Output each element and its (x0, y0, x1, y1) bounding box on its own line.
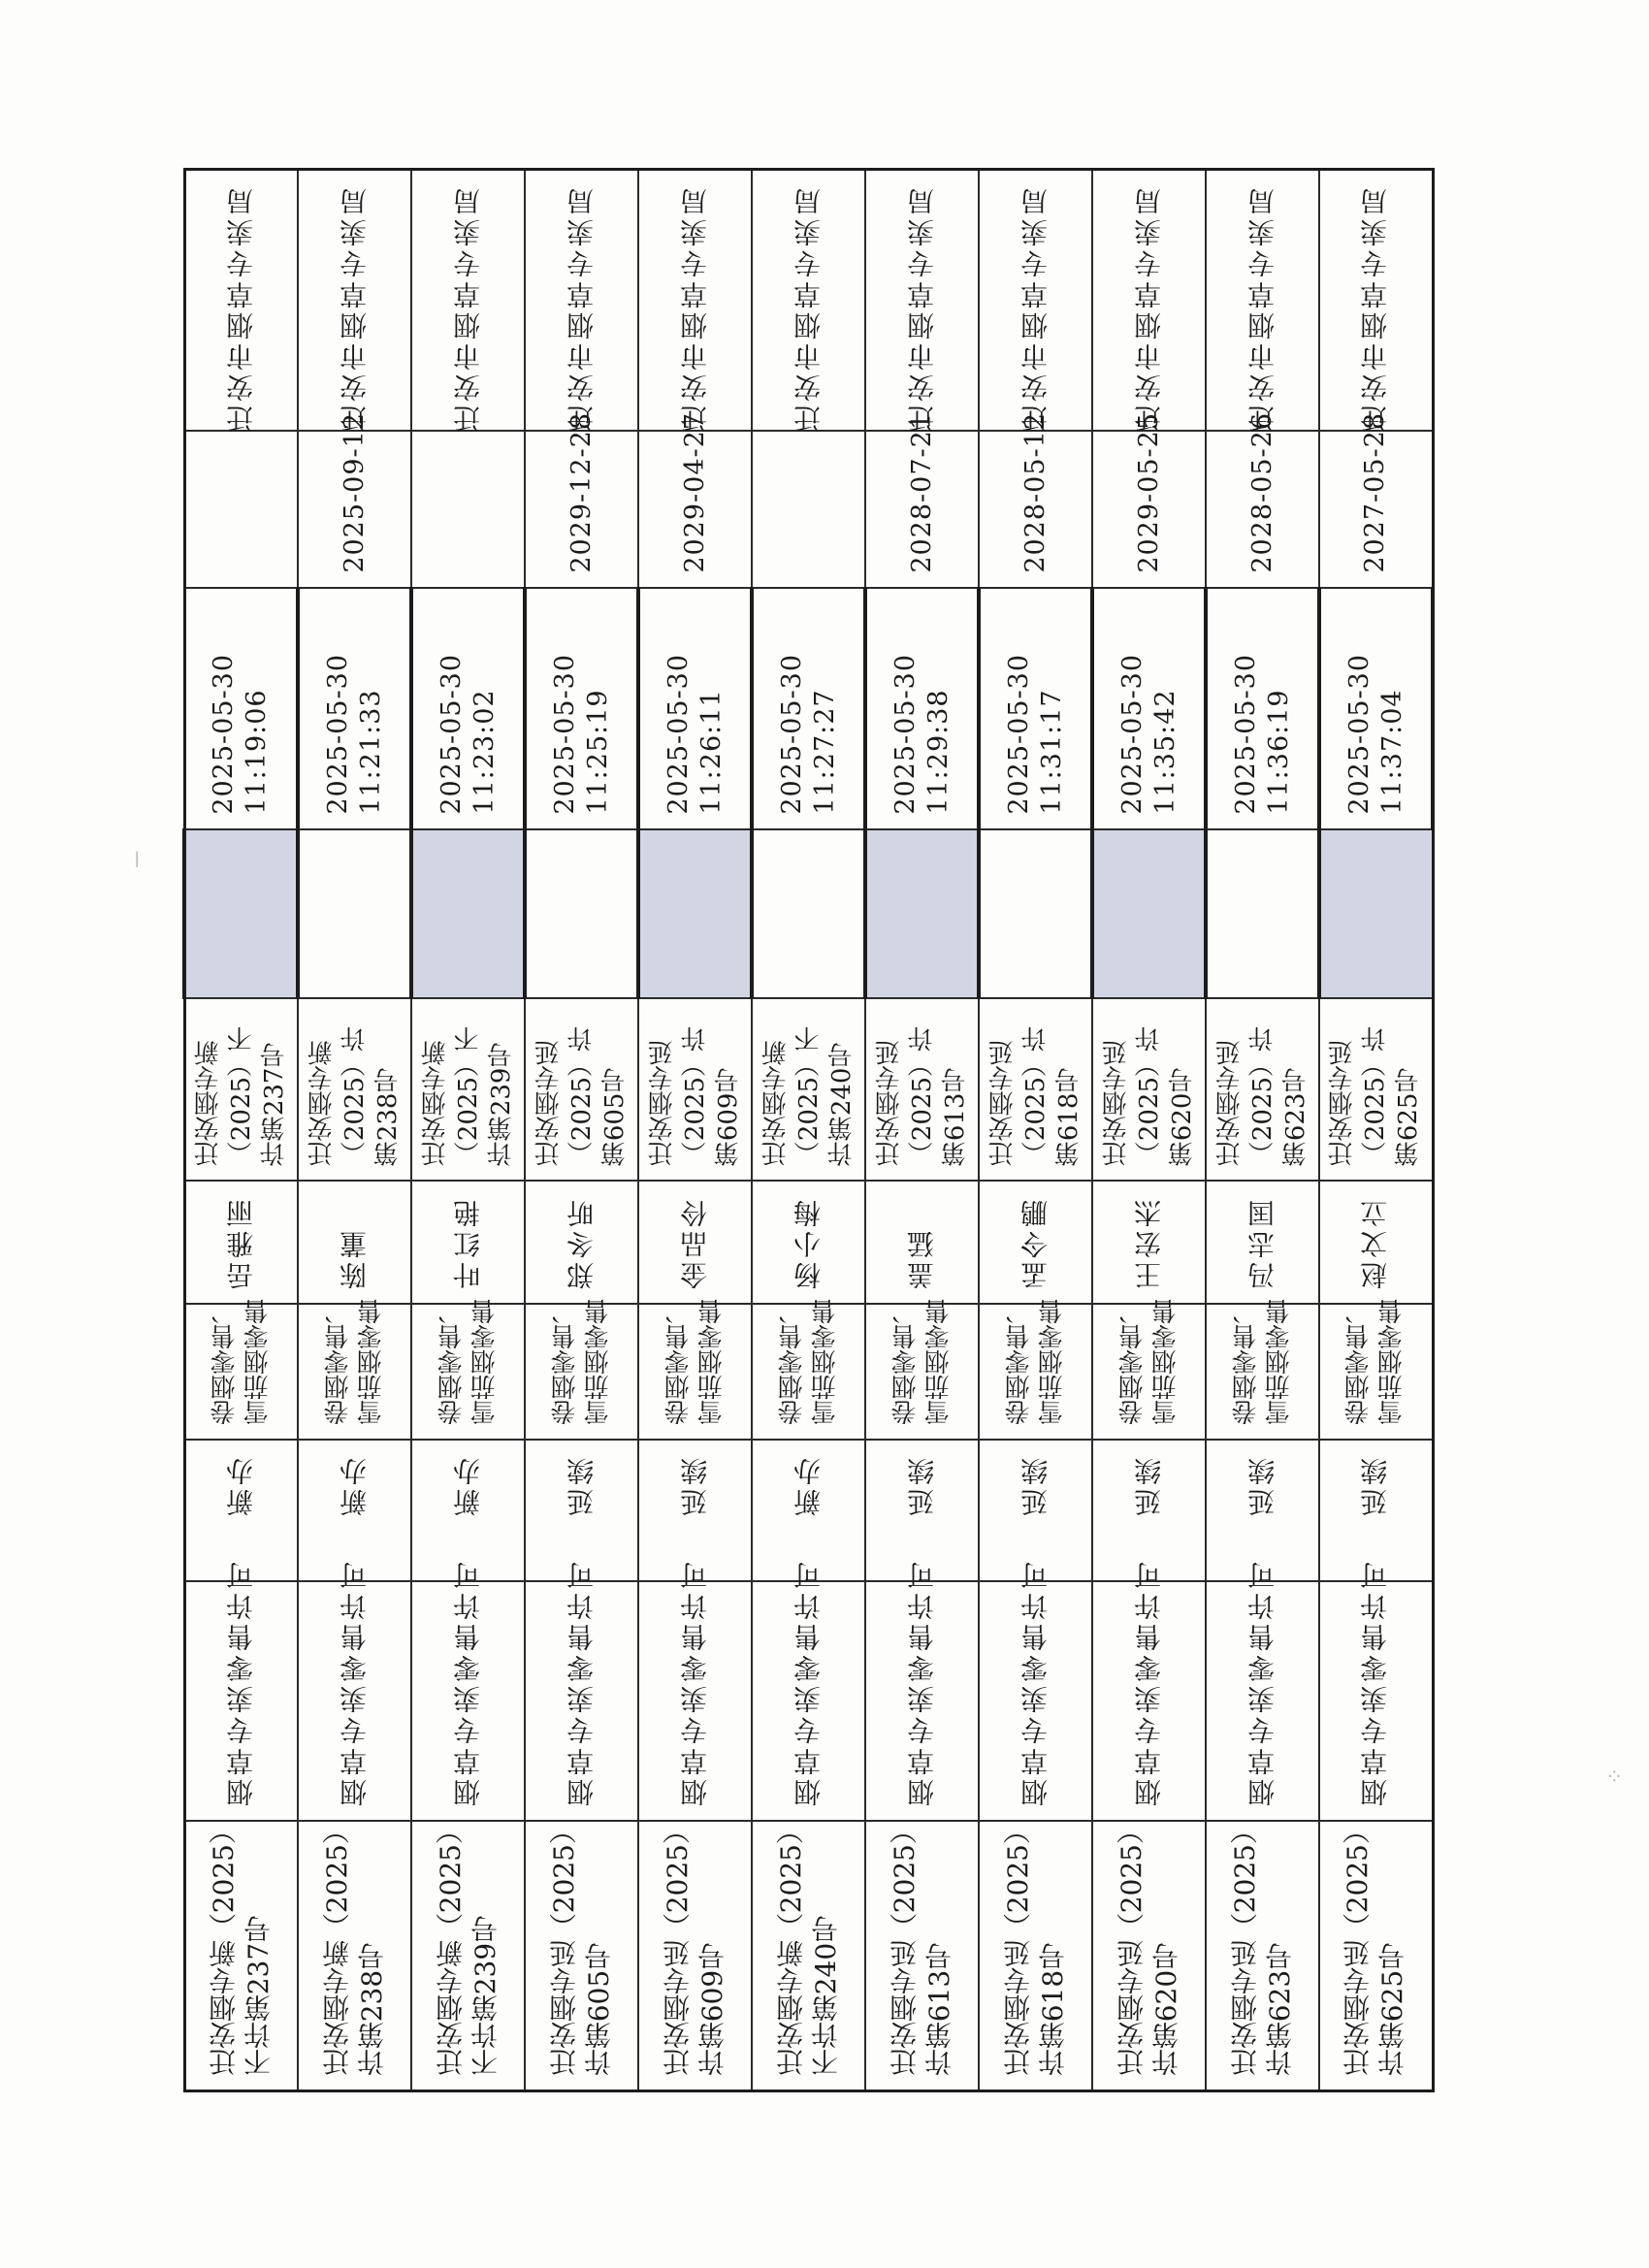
cell-content (1093, 999, 1205, 1180)
shaded-blank-cell (865, 829, 979, 998)
cell-content (753, 171, 864, 433)
cell-authority (525, 170, 638, 432)
cell-content (1207, 412, 1318, 587)
decision-time-text: 2025-05-30 11:37:04 (1343, 654, 1407, 815)
cell-permit-type (979, 1558, 1092, 1821)
cell-content (186, 999, 298, 1180)
cell-valid-until (638, 412, 752, 588)
cell-valid-until (979, 412, 1092, 588)
cell-content (639, 1182, 751, 1303)
decision-time-text: 2025-05-30 11:36:19 (1230, 654, 1294, 815)
handle-type-text: 延续 (905, 1454, 938, 1516)
cell-permit-type (638, 1558, 752, 1821)
license-no-text: 迁安烟专延（2025） 许第613号 (888, 1816, 955, 2076)
cell-content (866, 999, 978, 1180)
field-band-permit-type (184, 1581, 1433, 1821)
cell-decision-time (979, 588, 1092, 829)
business-scope-text: 卷烟零售、 雪茄烟零售 (323, 1299, 386, 1425)
doc-no-text: 迁安烟专新 （2025）许 第238号 (307, 1025, 403, 1166)
cell-authority (1206, 170, 1319, 432)
permit-type-text: 烟草专卖零售许可 (792, 1558, 824, 1806)
cell-content (526, 1816, 637, 2090)
license-no-text: 迁安烟专新（2025） 不许第239号 (434, 1816, 501, 2076)
authority-text: 迁安市烟草专卖局 (1245, 184, 1278, 433)
cell-content (412, 432, 524, 587)
cell-content (1208, 589, 1317, 828)
doc-no-text: 迁安烟专延 （2025）许 第618号 (987, 1025, 1083, 1166)
cell-content (526, 1182, 637, 1303)
field-band-authority (184, 170, 1433, 432)
cell-content (412, 1816, 524, 2090)
permit-type-text: 烟草专卖零售许可 (224, 1558, 257, 1806)
cell-content (1320, 999, 1432, 1180)
authority-text: 迁安市烟草专卖局 (338, 184, 371, 433)
cell-content (299, 412, 410, 587)
holder-text: 盖猛 (905, 1227, 938, 1289)
license-table (182, 168, 1435, 2092)
field-band-doc-no (184, 998, 1433, 1181)
cell-holder (752, 1181, 865, 1304)
scan-speck: ⁘ (1605, 1766, 1624, 1790)
cell-decision-time (1092, 588, 1206, 829)
cell-doc-no (1092, 998, 1206, 1181)
authority-text: 迁安市烟草专卖局 (1132, 184, 1165, 433)
cell-decision-time (1206, 588, 1319, 829)
cell-content (1093, 1182, 1205, 1303)
cell-valid-until (865, 412, 979, 588)
authority-text: 迁安市烟草专卖局 (1359, 184, 1392, 433)
cell-content (753, 1299, 864, 1439)
handle-type-text: 延续 (1359, 1454, 1392, 1516)
holder-text: 孟令鹏 (1018, 1196, 1051, 1289)
cell-holder (1092, 1181, 1206, 1304)
cell-content (866, 1558, 978, 1820)
decision-time-text: 2025-05-30 11:35:42 (1116, 654, 1180, 815)
cell-content (526, 1558, 637, 1820)
cell-content (866, 1816, 978, 2090)
scan-speck: ǀ (134, 849, 141, 873)
license-no-text: 迁安烟专延（2025） 许第605号 (547, 1816, 615, 2076)
cell-content (186, 1299, 298, 1439)
field-band-license-no (184, 1821, 1433, 2091)
cell-license-no (525, 1816, 638, 2091)
cell-content (527, 589, 636, 828)
cell-license-no (184, 1816, 298, 2091)
cell-content (754, 589, 863, 828)
cell-content (526, 171, 637, 433)
cell-doc-no (638, 998, 752, 1181)
cell-license-no (979, 1816, 1092, 2091)
cell-content (300, 589, 409, 828)
permit-type-text: 烟草专卖零售许可 (338, 1558, 371, 1806)
blank-cell (1206, 829, 1319, 998)
handle-type-text: 新办 (792, 1454, 824, 1516)
cell-decision-time (525, 588, 638, 829)
doc-no-text: 迁安烟专延 （2025）许 第620号 (1101, 1025, 1197, 1166)
cell-content (526, 999, 637, 1180)
blank-cell (298, 829, 411, 998)
valid-until-text: 2029-04-27 (679, 412, 710, 573)
cell-business-scope (638, 1299, 752, 1440)
permit-type-text: 烟草专卖零售许可 (1132, 1558, 1165, 1806)
cell-content (412, 1299, 524, 1439)
cell-doc-no (752, 998, 865, 1181)
cell-authority (1319, 170, 1433, 432)
holder-text: 郑冬昕 (565, 1196, 598, 1289)
cell-valid-until (752, 431, 865, 588)
license-no-text: 迁安烟专延（2025） 许第618号 (1001, 1816, 1069, 2076)
decision-time-text: 2025-05-30 11:25:19 (549, 654, 613, 815)
cell-content (1320, 1816, 1432, 2090)
cell-content (1320, 412, 1432, 587)
cell-content (1320, 1299, 1432, 1439)
cell-permit-type (1092, 1558, 1206, 1821)
cell-content (1093, 412, 1205, 587)
cell-content (412, 1182, 524, 1303)
cell-license-no (1092, 1816, 1206, 2091)
business-scope-text: 卷烟零售、 雪茄烟零售 (210, 1299, 273, 1425)
cell-authority (752, 170, 865, 432)
cell-content (1320, 171, 1432, 433)
business-scope-text: 卷烟零售、 雪茄烟零售 (436, 1299, 500, 1425)
cell-content (980, 171, 1091, 433)
shaded-blank-cell (411, 829, 525, 998)
holder-text: 陈董 (338, 1227, 371, 1289)
cell-content (981, 589, 1090, 828)
license-no-text: 迁安烟专延（2025） 许第609号 (661, 1816, 728, 2076)
cell-content (753, 1558, 864, 1820)
business-scope-text: 卷烟零售、 雪茄烟零售 (1117, 1299, 1180, 1425)
doc-no-text: 迁安烟专新 （2025）不 许第237号 (193, 1025, 289, 1166)
cell-license-no (1319, 1816, 1433, 2091)
decision-time-text: 2025-05-30 11:31:17 (1003, 654, 1067, 815)
cell-permit-type (865, 1558, 979, 1821)
cell-content (186, 1816, 298, 2090)
cell-holder (1319, 1181, 1433, 1304)
permit-type-text: 烟草专卖零售许可 (1359, 1558, 1392, 1806)
cell-permit-type (1206, 1558, 1319, 1821)
license-no-text: 迁安烟专新（2025） 不许第237号 (207, 1816, 275, 2076)
cell-content (753, 999, 864, 1180)
cell-authority (638, 170, 752, 432)
handle-type-text: 延续 (1018, 1454, 1051, 1516)
doc-no-text: 迁安烟专新 （2025）不 许第239号 (420, 1025, 516, 1166)
cell-content (1207, 1816, 1318, 2090)
cell-content (186, 1558, 298, 1820)
cell-business-scope (411, 1299, 525, 1440)
cell-permit-type (525, 1558, 638, 1821)
table-body (184, 170, 1433, 2091)
cell-content (412, 171, 524, 433)
cell-content (1093, 171, 1205, 433)
permit-type-text: 烟草专卖零售许可 (1245, 1558, 1278, 1806)
cell-doc-no (411, 998, 525, 1181)
cell-content (639, 1816, 751, 2090)
cell-holder (298, 1181, 411, 1304)
cell-valid-until (1319, 412, 1433, 588)
license-no-text: 迁安烟专延（2025） 许第625号 (1342, 1816, 1409, 2076)
cell-doc-no (525, 998, 638, 1181)
valid-until-text: 2028-05-12 (1019, 412, 1051, 573)
cell-content (639, 999, 751, 1180)
cell-content (980, 999, 1091, 1180)
doc-no-text: 迁安烟专新 （2025）不 许第240号 (760, 1025, 857, 1166)
blank-cell (979, 829, 1092, 998)
cell-doc-no (298, 998, 411, 1181)
authority-text: 迁安市烟草专卖局 (451, 184, 484, 433)
handle-type-text: 延续 (1245, 1454, 1278, 1516)
cell-decision-time (298, 588, 411, 829)
cell-content (299, 171, 410, 433)
authority-text: 迁安市烟草专卖局 (1018, 184, 1051, 433)
cell-valid-until (1092, 412, 1206, 588)
cell-valid-until (1206, 412, 1319, 588)
business-scope-text: 卷烟零售、 雪茄烟零售 (1231, 1299, 1294, 1425)
holder-text: 赵文立 (1359, 1196, 1392, 1289)
holder-text: 杨小梅 (792, 1196, 824, 1289)
cell-license-no (638, 1816, 752, 2091)
cell-content (866, 1182, 978, 1303)
cell-content (980, 1816, 1091, 2090)
shaded-blank-cell (1092, 829, 1206, 998)
cell-holder (979, 1181, 1092, 1304)
cell-content (299, 1816, 410, 2090)
cell-content (526, 412, 637, 587)
business-scope-text: 卷烟零售、 雪茄烟零售 (777, 1299, 840, 1425)
doc-no-text: 迁安烟专延 （2025）许 第605号 (534, 1025, 630, 1166)
cell-content (412, 999, 524, 1180)
holder-text: 王宏杰 (1132, 1196, 1165, 1289)
blank-cell (525, 829, 638, 998)
cell-license-no (411, 1816, 525, 2091)
cell-content (186, 1182, 298, 1303)
cell-content (1207, 1558, 1318, 1820)
handle-type-text: 新办 (224, 1454, 257, 1516)
cell-permit-type (298, 1558, 411, 1821)
cell-content (639, 1558, 751, 1820)
valid-until-text: 2029-12-28 (566, 412, 597, 573)
cell-content (866, 412, 978, 587)
cell-content (639, 1299, 751, 1439)
license-no-text: 迁安烟专新（2025） 许第238号 (320, 1816, 388, 2076)
cell-content (526, 1299, 637, 1439)
valid-until-text: 2028-05-26 (1246, 412, 1277, 573)
license-no-text: 迁安烟专延（2025） 许第623号 (1228, 1816, 1296, 2076)
cell-authority (1092, 170, 1206, 432)
cell-license-no (752, 1816, 865, 2091)
holder-text: 叶红艳 (451, 1196, 484, 1289)
cell-content (639, 171, 751, 433)
authority-text: 迁安市烟草专卖局 (224, 184, 257, 433)
permit-type-text: 烟草专卖零售许可 (905, 1558, 938, 1806)
cell-content (412, 1558, 524, 1820)
cell-content (299, 1558, 410, 1820)
decision-time-text: 2025-05-30 11:21:33 (322, 654, 386, 815)
decision-time-text: 2025-05-30 11:27:27 (776, 654, 840, 815)
authority-text: 迁安市烟草专卖局 (905, 184, 938, 433)
shaded-blank-cell (1319, 829, 1433, 998)
cell-content (1320, 1558, 1432, 1820)
cell-decision-time (865, 588, 979, 829)
valid-until-text: 2029-05-25 (1133, 412, 1164, 573)
holder-text: 金品伶 (678, 1196, 711, 1289)
cell-content (299, 1299, 410, 1439)
cell-content (980, 1299, 1091, 1439)
cell-decision-time (638, 588, 752, 829)
license-no-text: 迁安烟专延（2025） 许第620号 (1115, 1816, 1182, 2076)
cell-holder (184, 1181, 298, 1304)
cell-holder (865, 1181, 979, 1304)
cell-business-scope (1319, 1299, 1433, 1440)
cell-holder (411, 1181, 525, 1304)
authority-text: 迁安市烟草专卖局 (565, 184, 598, 433)
cell-business-scope (1206, 1299, 1319, 1440)
decision-time-text: 2025-05-30 11:23:02 (436, 654, 500, 815)
cell-license-no (865, 1816, 979, 2091)
cell-business-scope (1092, 1299, 1206, 1440)
decision-time-text: 2025-05-30 11:26:11 (663, 654, 727, 815)
doc-no-text: 迁安烟专延 （2025）许 第625号 (1328, 1025, 1424, 1166)
valid-until-text: 2025-09-12 (339, 412, 370, 573)
cell-content (1207, 171, 1318, 433)
cell-content (980, 1182, 1091, 1303)
business-scope-text: 卷烟零售、 雪茄烟零售 (1344, 1299, 1407, 1425)
business-scope-text: 卷烟零售、 雪茄烟零售 (1004, 1299, 1067, 1425)
holder-text: 岳雅丽 (224, 1196, 257, 1289)
cell-license-no (298, 1816, 411, 2091)
cell-business-scope (525, 1299, 638, 1440)
authority-text: 迁安市烟草专卖局 (792, 184, 824, 433)
handle-type-text: 延续 (678, 1454, 711, 1516)
cell-authority (298, 170, 411, 432)
cell-decision-time (752, 588, 865, 829)
cell-content (1207, 1182, 1318, 1303)
cell-content (753, 1816, 864, 2090)
cell-permit-type (184, 1558, 298, 1821)
cell-decision-time (1319, 588, 1433, 829)
shaded-blank-cell (638, 829, 752, 998)
cell-content (866, 171, 978, 433)
handle-type-text: 延续 (1132, 1454, 1165, 1516)
cell-permit-type (752, 1558, 865, 1821)
cell-valid-until (298, 412, 411, 588)
business-scope-text: 卷烟零售、 雪茄烟零售 (663, 1299, 727, 1425)
handle-type-text: 延续 (565, 1454, 598, 1516)
cell-content (980, 1558, 1091, 1820)
doc-no-text: 迁安烟专延 （2025）许 第609号 (647, 1025, 743, 1166)
cell-content (640, 589, 750, 828)
cell-doc-no (979, 998, 1092, 1181)
handle-type-text: 新办 (451, 1454, 484, 1516)
cell-doc-no (184, 998, 298, 1181)
cell-content (1093, 1558, 1205, 1820)
business-scope-text: 卷烟零售、 雪茄烟零售 (550, 1299, 613, 1425)
cell-business-scope (298, 1299, 411, 1440)
license-no-text: 迁安烟专新（2025） 不许第240号 (774, 1816, 842, 2076)
cell-content (753, 432, 864, 587)
cell-valid-until (184, 431, 298, 588)
field-band-holder (184, 1181, 1433, 1304)
cell-decision-time (411, 588, 525, 829)
cell-content (186, 589, 297, 828)
cell-content (1093, 1816, 1205, 2090)
shaded-blank-cell (184, 829, 298, 998)
cell-authority (865, 170, 979, 432)
cell-permit-type (1319, 1558, 1433, 1821)
doc-no-text: 迁安烟专延 （2025）许 第623号 (1214, 1025, 1310, 1166)
cell-content (299, 999, 410, 1180)
business-scope-text: 卷烟零售、 雪茄烟零售 (890, 1299, 954, 1425)
cell-content (1207, 1299, 1318, 1439)
permit-type-text: 烟草专卖零售许可 (565, 1558, 598, 1806)
doc-no-text: 迁安烟专延 （2025）许 第613号 (874, 1025, 970, 1166)
cell-business-scope (865, 1299, 979, 1440)
permit-type-text: 烟草专卖零售许可 (678, 1558, 711, 1806)
cell-content (1093, 1299, 1205, 1439)
permit-type-text: 烟草专卖零售许可 (1018, 1558, 1051, 1806)
decision-time-text: 2025-05-30 11:29:38 (889, 654, 954, 815)
field-band-decision-time (184, 588, 1433, 829)
cell-holder (1206, 1181, 1319, 1304)
cell-valid-until (411, 431, 525, 588)
cell-business-scope (752, 1299, 865, 1440)
holder-text: 冯志国 (1245, 1196, 1278, 1289)
field-band-business-scope (184, 1304, 1433, 1440)
permit-type-text: 烟草专卖零售许可 (451, 1558, 484, 1806)
cell-holder (638, 1181, 752, 1304)
cell-permit-type (411, 1558, 525, 1821)
cell-doc-no (865, 998, 979, 1181)
cell-content (1207, 999, 1318, 1180)
valid-until-text: 2027-05-28 (1360, 412, 1391, 573)
cell-authority (979, 170, 1092, 432)
cell-authority (411, 170, 525, 432)
cell-content (186, 171, 298, 433)
authority-text: 迁安市烟草专卖局 (678, 184, 711, 433)
cell-content (299, 1182, 410, 1303)
decision-time-text: 2025-05-30 11:19:06 (209, 654, 273, 815)
handle-type-text: 新办 (338, 1454, 371, 1516)
cell-valid-until (525, 412, 638, 588)
field-band-blank (184, 829, 1433, 998)
blank-cell (752, 829, 865, 998)
field-band-valid-until (184, 431, 1433, 588)
cell-authority (184, 170, 298, 432)
cell-content (1320, 1182, 1432, 1303)
cell-content (1094, 589, 1204, 828)
cell-doc-no (1206, 998, 1319, 1181)
cell-content (413, 589, 523, 828)
cell-business-scope (979, 1299, 1092, 1440)
cell-content (186, 432, 298, 587)
cell-content (980, 412, 1091, 587)
cell-license-no (1206, 1816, 1319, 2091)
cell-decision-time (184, 588, 298, 829)
cell-holder (525, 1181, 638, 1304)
valid-until-text: 2028-07-21 (906, 412, 937, 573)
cell-business-scope (184, 1299, 298, 1440)
cell-doc-no (1319, 998, 1433, 1181)
cell-content (867, 589, 977, 828)
cell-content (753, 1182, 864, 1303)
cell-content (866, 1299, 978, 1439)
cell-content (1321, 589, 1431, 828)
cell-content (639, 412, 751, 587)
